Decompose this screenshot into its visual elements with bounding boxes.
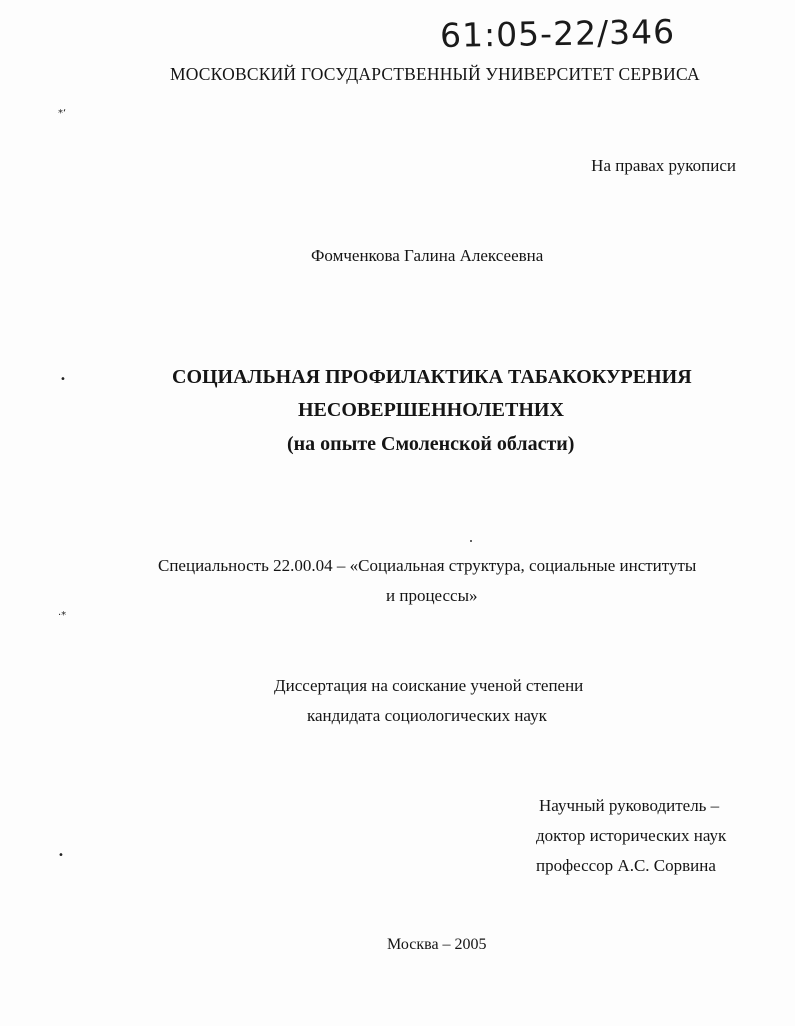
specialty-line-1: Специальность 22.00.04 – «Социальная структура, социальные институты	[158, 556, 697, 575]
specialty-line-2: и процессы»	[386, 586, 478, 605]
city-year: Москва – 2005	[387, 936, 487, 953]
title-subtitle: (на опыте Смоленской области)	[287, 433, 575, 455]
author-name: Фомченкова Галина Алексеевна	[311, 246, 544, 265]
scan-artifact-mark: *‘	[58, 108, 67, 119]
scan-artifact-mark: •	[58, 850, 64, 861]
handwritten-archive-number: 61:05-22/346	[439, 11, 676, 56]
title-line-2: НЕСОВЕРШЕННОЛЕТНИХ	[298, 399, 564, 421]
supervisor-line-2: доктор исторических наук	[536, 826, 727, 845]
scan-artifact-mark: •	[60, 374, 66, 385]
title-line-1: СОЦИАЛЬНАЯ ПРОФИЛАКТИКА ТАБАКОКУРЕНИЯ	[172, 366, 692, 388]
supervisor-line-3: профессор А.С. Сорвина	[536, 856, 716, 875]
scan-artifact-dot	[470, 540, 472, 542]
dissertation-line-1: Диссертация на соискание ученой степени	[274, 676, 584, 695]
dissertation-line-2: кандидата социологических наук	[307, 706, 547, 725]
university-name: МОСКОВСКИЙ ГОСУДАРСТВЕННЫЙ УНИВЕРСИТЕТ СЕРВИСА	[170, 64, 700, 84]
supervisor-line-1: Научный руководитель –	[539, 796, 720, 815]
rights-notice: На правах рукописи	[591, 156, 736, 175]
scan-artifact-mark: ·*	[58, 610, 67, 621]
